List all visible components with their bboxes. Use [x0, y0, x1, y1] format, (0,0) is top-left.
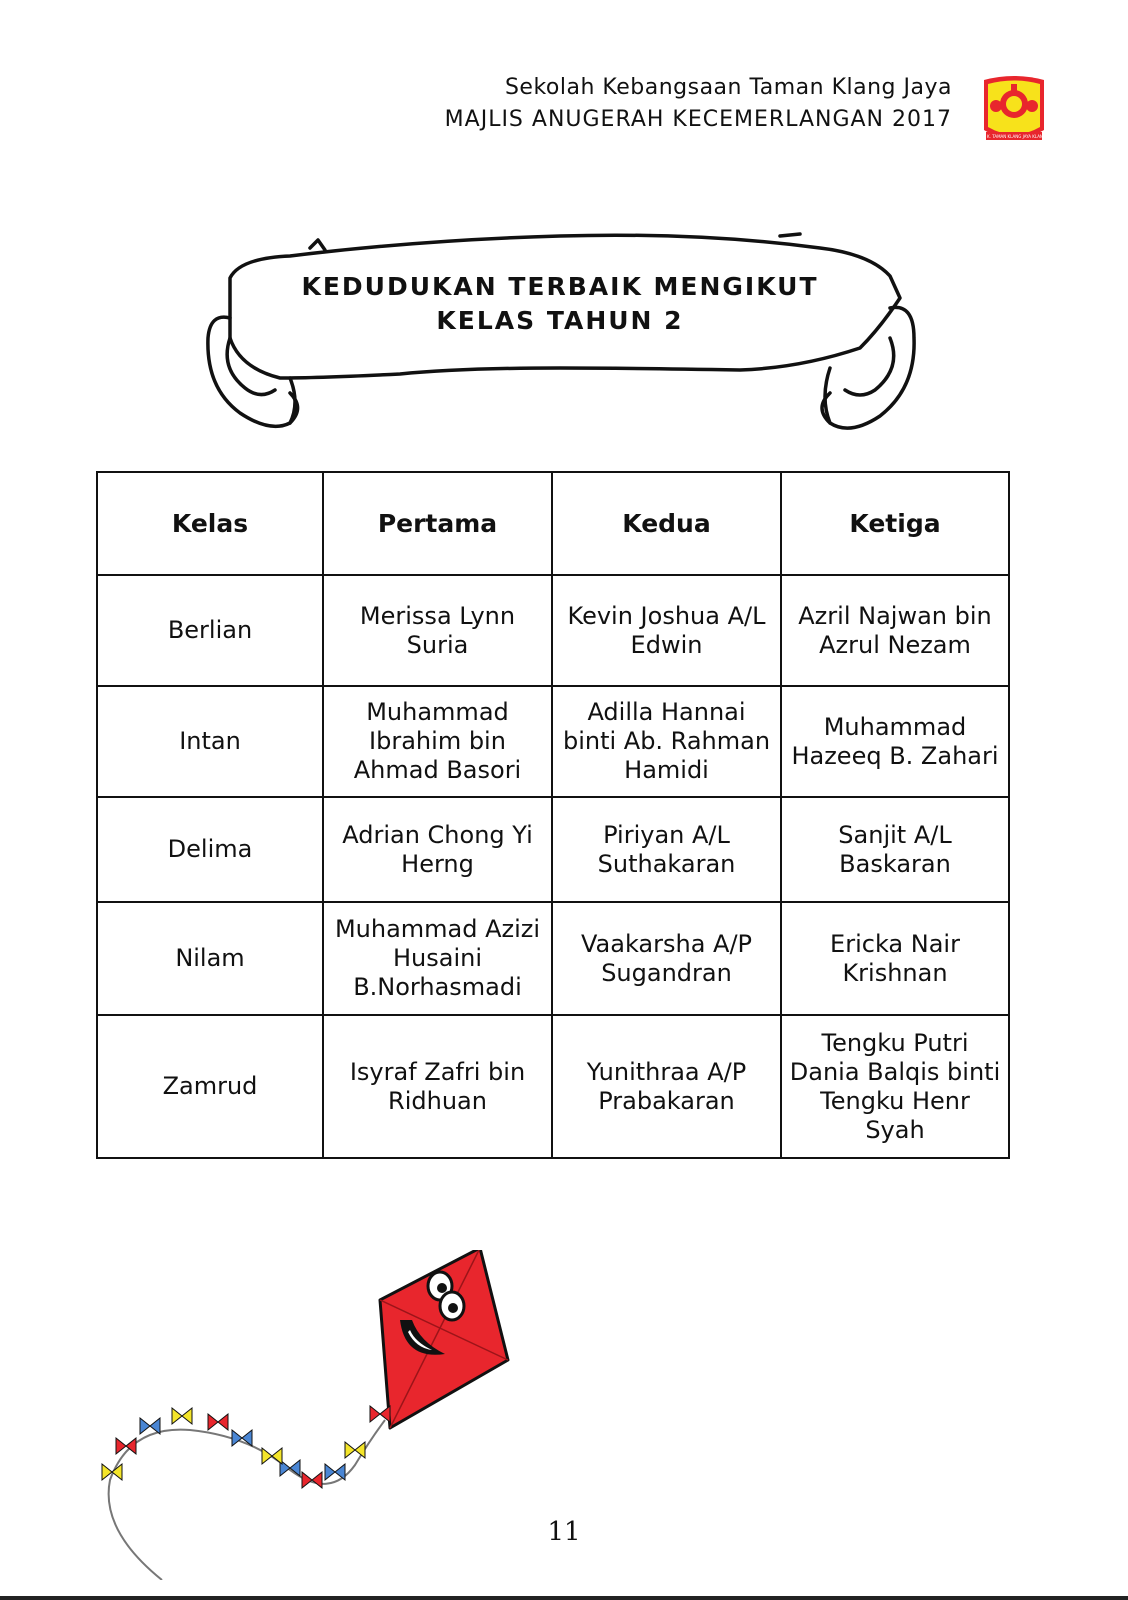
cell-second: Kevin Joshua A/L Edwin — [552, 575, 781, 686]
cell-first: Isyraf Zafri bin Ridhuan — [323, 1015, 552, 1158]
page-header — [445, 72, 952, 136]
cell-third: Muhammad Hazeeq B. Zahari — [781, 686, 1009, 797]
cell-class: Intan — [97, 686, 323, 797]
cell-second: Adilla Hannai binti Ab. Rahman Hamidi — [552, 686, 781, 797]
results-table — [96, 471, 1010, 1159]
cell-third: Sanjit A/L Baskaran — [781, 797, 1009, 902]
cell-second: Vaakarsha A/P Sugandran — [552, 902, 781, 1015]
cell-first: Merissa Lynn Suria — [323, 575, 552, 686]
header-kedua: Kedua — [552, 472, 781, 575]
school-name: Sekolah Kebangsaan Taman Klang Jaya — [504, 75, 952, 100]
cell-class: Zamrud — [97, 1015, 323, 1158]
cell-first: Muhammad Azizi Husaini B.Norhasmadi — [323, 902, 552, 1015]
logo-caption: S. K. TAMAN KLANG JAYA KLANG — [981, 134, 1047, 139]
table-row — [97, 686, 1009, 797]
banner-title-line-2: KELAS TAHUN 2 — [436, 306, 684, 335]
page-number: 11 — [547, 1517, 581, 1547]
header-pertama: Pertama — [323, 472, 552, 575]
cell-third: Ericka Nair Krishnan — [781, 902, 1009, 1015]
banner-title — [300, 270, 820, 338]
header-kelas: Kelas — [97, 472, 323, 575]
cell-class: Nilam — [97, 902, 323, 1015]
cell-second: Piriyan A/L Suthakaran — [552, 797, 781, 902]
cell-third: Azril Najwan bin Azrul Nezam — [781, 575, 1009, 686]
event-name: MAJLIS ANUGERAH KECEMERLANGAN 2017 — [444, 107, 952, 132]
school-logo — [980, 74, 1048, 146]
cell-third: Tengku Putri Dania Balqis binti Tengku Henr Syah — [781, 1015, 1009, 1158]
cell-first: Adrian Chong Yi Herng — [323, 797, 552, 902]
cell-class: Berlian — [97, 575, 323, 686]
table-row — [97, 902, 1009, 1015]
banner-scroll — [200, 218, 920, 458]
banner-title-line-1: KEDUDUKAN TERBAIK MENGIKUT — [301, 272, 819, 301]
header-ketiga: Ketiga — [781, 472, 1009, 575]
table-row — [97, 1015, 1009, 1158]
cell-second: Yunithraa A/P Prabakaran — [552, 1015, 781, 1158]
page-bottom-border — [0, 1596, 1128, 1600]
table-row — [97, 797, 1009, 902]
table-header-row — [97, 472, 1009, 575]
cell-first: Muhammad Ibrahim bin Ahmad Basori — [323, 686, 552, 797]
cell-class: Delima — [97, 797, 323, 902]
table-row — [97, 575, 1009, 686]
